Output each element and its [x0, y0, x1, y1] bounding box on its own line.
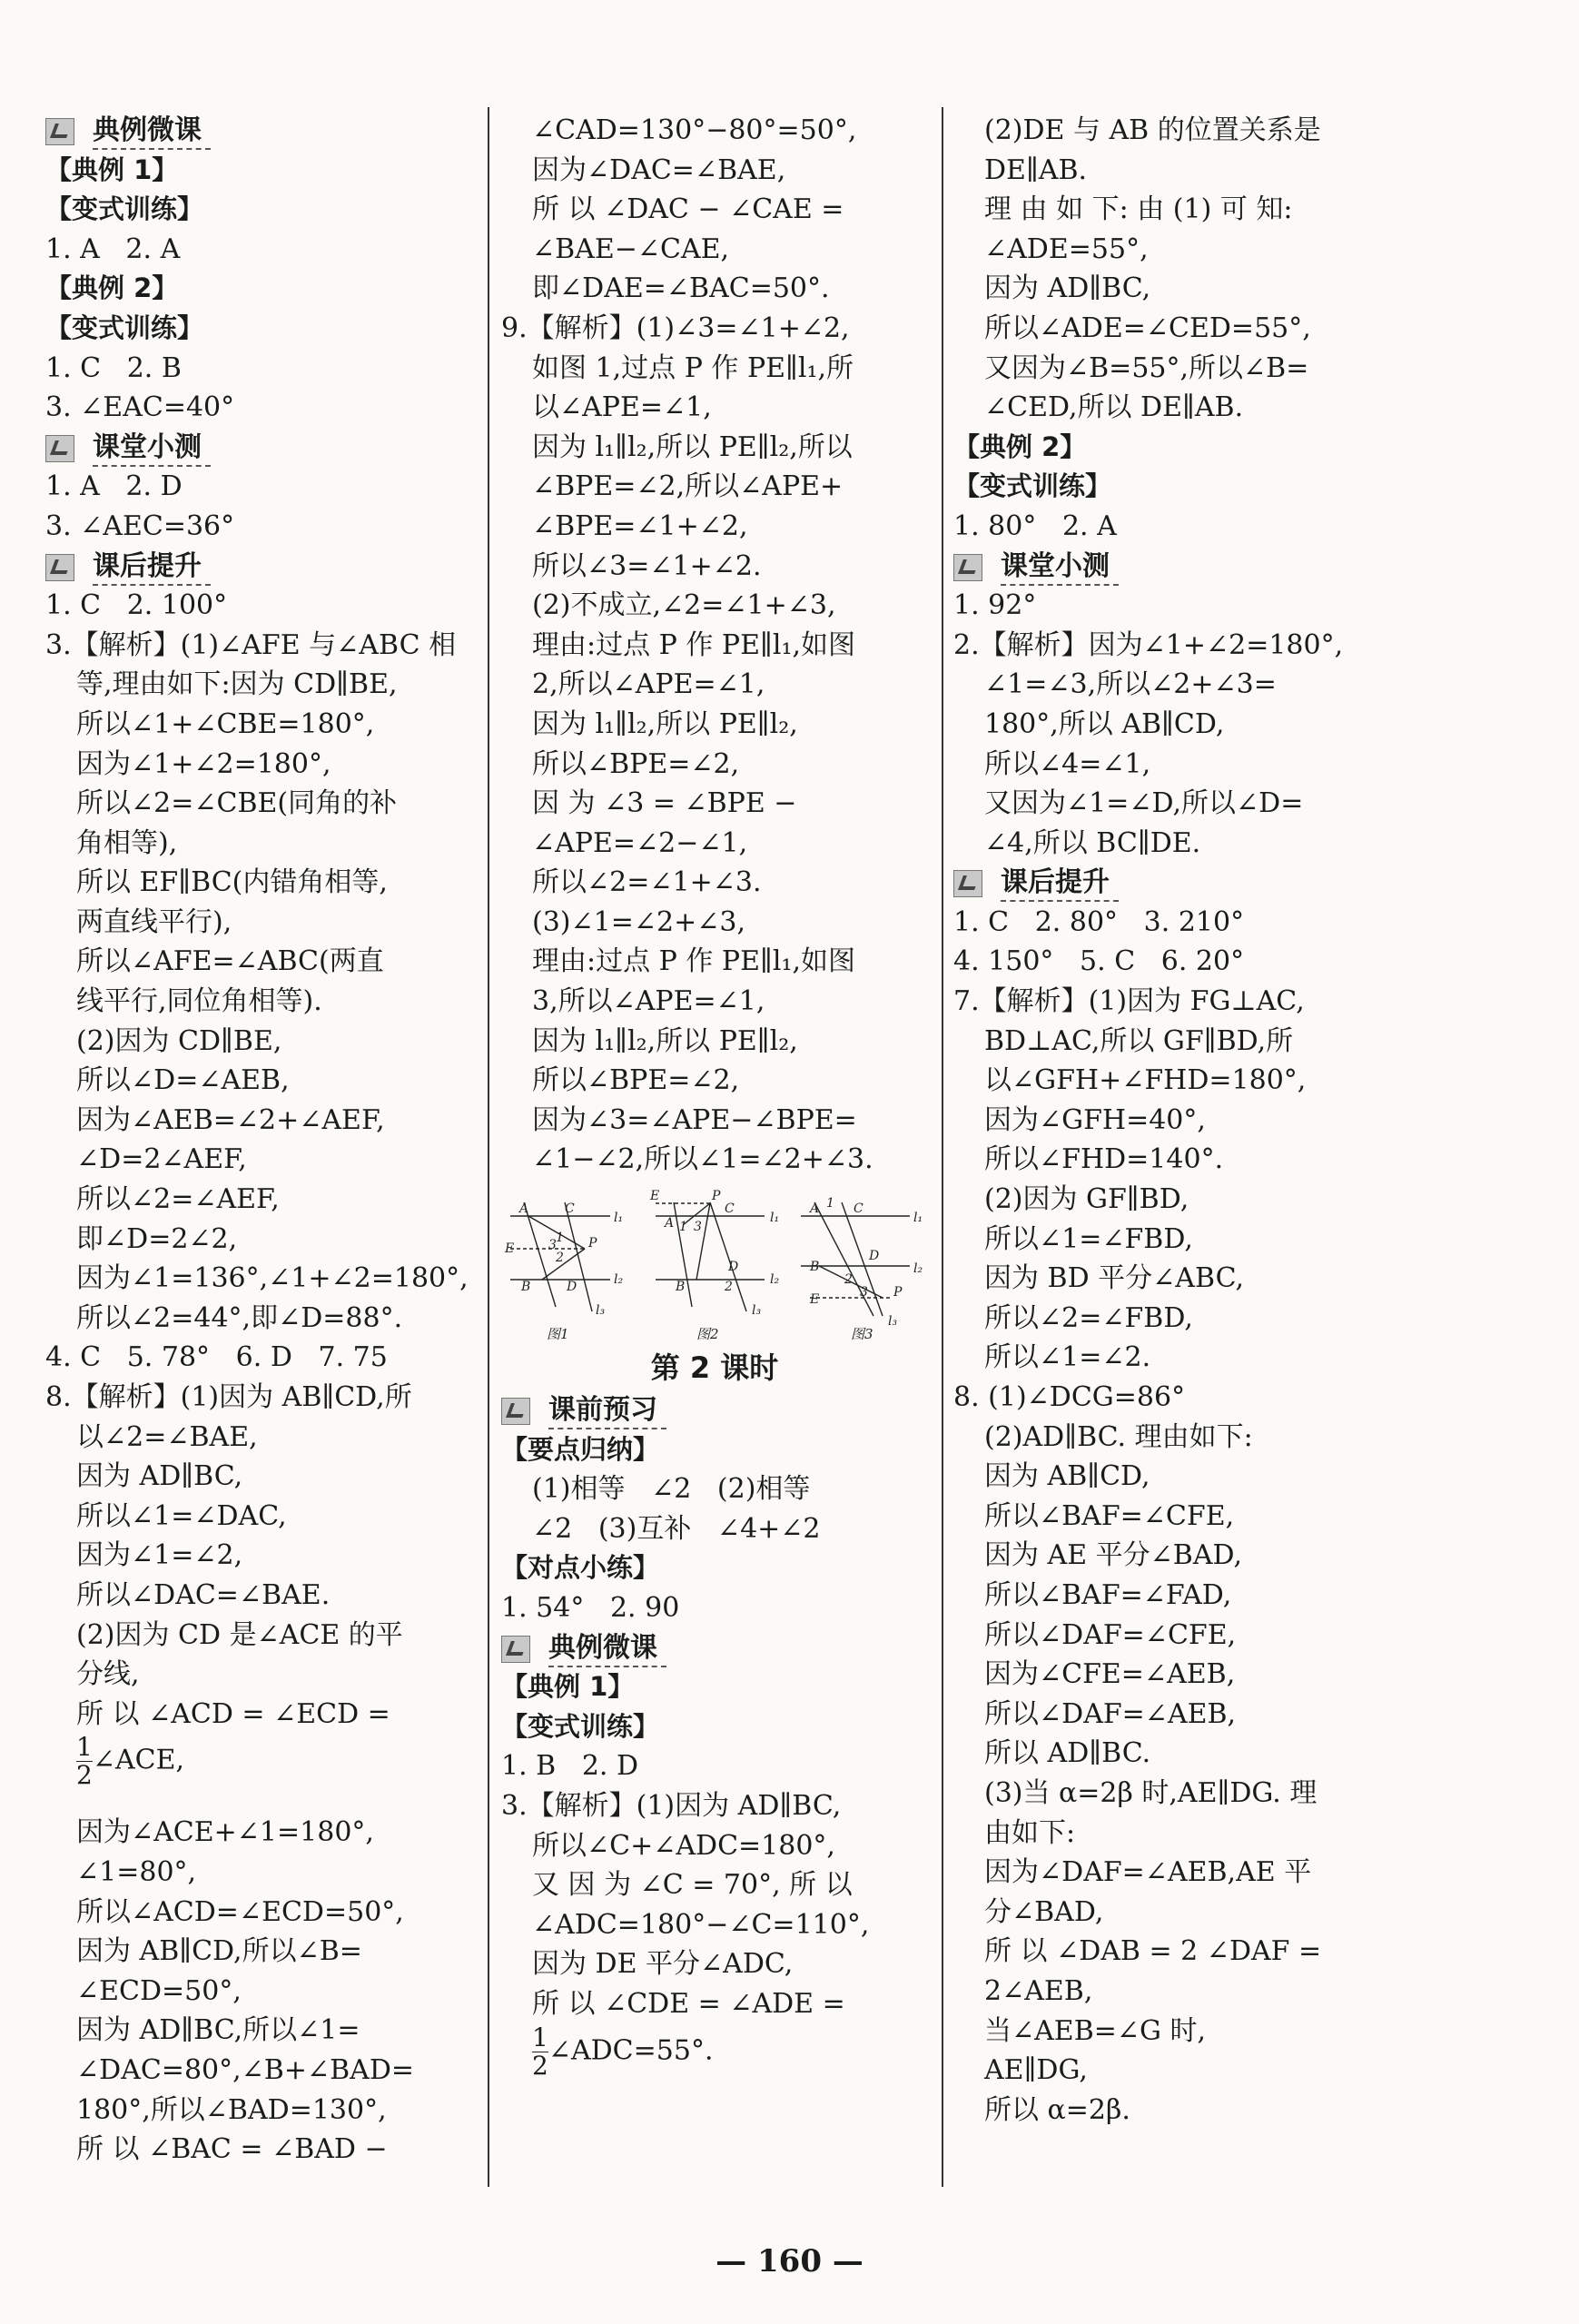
answer-line-continued: (2)因为 CD 是∠ACE 的平 — [76, 1618, 403, 1651]
answer-column-2 — [501, 111, 928, 2103]
answer-line-continued: 分线, — [76, 1658, 140, 1691]
answer-line-continued: 2∠AEB, — [984, 1974, 1093, 2007]
answer-line-continued: 所以∠C+∠ADC=180°, — [532, 1829, 835, 1862]
answer-line-continued: 所以∠DAF=∠CFE, — [984, 1618, 1237, 1651]
answer-line-continued: DE∥AB. — [984, 153, 1088, 186]
fig3-label: E — [810, 1292, 820, 1308]
fraction-denominator: 2 — [532, 2050, 548, 2081]
section-heading-text: 课后提升 — [1001, 865, 1119, 902]
answer-line-continued: 线平行,同位角相等). — [76, 985, 322, 1018]
check-section-icon — [953, 554, 982, 581]
answer-line-continued: 所以∠3=∠1+∠2. — [532, 549, 762, 582]
answer-line-continued: ∠1=∠3,所以∠2+∠3= — [984, 668, 1277, 701]
section-heading-text: 课前预习 — [548, 1393, 666, 1429]
answer-line-continued: 所以∠D=∠AEB, — [76, 1064, 290, 1097]
section-heading — [45, 428, 472, 468]
answer-line-continued: 因为 l₁∥l₂,所以 PE∥l₂, — [532, 707, 798, 740]
answer-line: 4. 150° 5. C 6. 20° — [953, 945, 1245, 978]
answer-line-continued: 两直线平行), — [76, 905, 232, 938]
answer-line-continued: ∠CED,所以 DE∥AB. — [984, 391, 1244, 424]
section-heading-text: 课后提升 — [93, 549, 211, 586]
answer-line-continued: 因为∠DAF=∠AEB,AE 平 — [984, 1856, 1312, 1889]
answer-line: 8. (1)∠DCG=86° — [953, 1381, 1186, 1413]
answer-line: 1. A 2. A — [45, 232, 181, 265]
check-section-icon — [953, 870, 982, 897]
answer-line-continued: 又因为∠B=55°,所以∠B= — [984, 351, 1309, 384]
answer-line-continued: 所以∠BAF=∠CFE, — [984, 1499, 1235, 1532]
answer-line: 1. 54° 2. 90 — [501, 1592, 680, 1624]
subsection-label: 【要点归纳】 — [501, 1433, 660, 1465]
answer-line-continued: (3)当 α=2β 时,AE∥DG. 理 — [984, 1776, 1317, 1809]
answer-line-continued: 因为∠1=136°,∠1+∠2=180°, — [76, 1262, 469, 1295]
figure-group — [501, 1189, 928, 1345]
answer-line: 1. 80° 2. A — [953, 509, 1117, 542]
answer-line-continued: 因为 l₁∥l₂,所以 PE∥l₂, — [532, 1024, 798, 1057]
fig1-label: l₂ — [614, 1272, 624, 1288]
subsection-label: 【典例 1】 — [501, 1671, 635, 1703]
fig1-label: l₁ — [614, 1211, 624, 1226]
answer-line-continued: 所以∠2=∠CBE(同角的补 — [76, 787, 398, 820]
fig2-label: C — [725, 1202, 735, 1217]
column-divider-2 — [942, 107, 943, 2187]
answer-line: 8.【解析】(1)因为 AB∥CD,所 — [45, 1381, 412, 1413]
answer-line-continued: (1)相等 ∠2 (2)相等 — [532, 1473, 811, 1506]
answer-line-continued: 所以∠BAF=∠FAD, — [984, 1578, 1232, 1611]
answer-line-continued: ∠ADC=180°−∠C=110°, — [532, 1908, 870, 1941]
section-heading — [501, 1628, 928, 1668]
fraction-numerator: 1 — [532, 2022, 548, 2052]
answer-line-continued: 因为 AB∥CD, — [984, 1460, 1150, 1493]
fig3-label: l₃ — [888, 1314, 898, 1330]
answer-line-continued: 所以∠1=∠DAC, — [76, 1499, 287, 1532]
answer-line: 4. C 5. 78° 6. D 7. 75 — [45, 1341, 388, 1374]
fig3-label: l₁ — [913, 1211, 923, 1226]
answer-line-continued: 又 因 为 ∠C = 70°, 所 以 — [532, 1869, 853, 1902]
section-heading — [501, 1390, 928, 1430]
answer-line-continued: 所以∠FHD=140°. — [984, 1143, 1224, 1176]
answer-line-continued: 因为 AD∥BC,所以∠1= — [76, 2014, 360, 2047]
column-divider-1 — [488, 107, 489, 2187]
fig2-label: P — [712, 1189, 721, 1204]
answer-line-continued: ∠APE=∠2−∠1, — [532, 826, 748, 859]
lesson-heading: 第 2 课时 — [650, 1350, 779, 1386]
answer-line-continued: ∠DAC=80°,∠B+∠BAD= — [76, 2053, 415, 2086]
answer-line-continued: 即∠DAE=∠BAC=50°. — [532, 272, 830, 305]
answer-line: 1. C 2. 80° 3. 210° — [953, 905, 1245, 938]
answer-line-continued: 2,所以∠APE=∠1, — [532, 668, 765, 701]
fig1-label: 2 — [556, 1251, 564, 1266]
answer-line-continued: ∠2 (3)互补 ∠4+∠2 — [532, 1512, 821, 1545]
page-number: — 160 — — [715, 2243, 864, 2279]
answer-line-continued: (2)因为 CD∥BE, — [76, 1024, 282, 1057]
answer-line-continued: 以∠APE=∠1, — [532, 391, 712, 424]
fig2-label: l₁ — [770, 1211, 780, 1226]
answer-line-continued: (2)不成立,∠2=∠1+∠3, — [532, 589, 836, 622]
fraction-line-text: ∠ADC=55°. — [548, 2034, 714, 2067]
fig1-label: l₃ — [596, 1303, 606, 1319]
fig2-label: B — [676, 1280, 686, 1295]
subsection-label: 【变式训练】 — [45, 193, 204, 225]
answer-line: 3.【解析】(1)因为 AD∥BC, — [501, 1789, 842, 1822]
answer-line-continued: 所以∠BPE=∠2, — [532, 747, 740, 780]
answer-line-continued: ∠BAE−∠CAE, — [532, 232, 730, 265]
answer-line-continued: 所以 EF∥BC(内错角相等, — [76, 866, 388, 899]
answer-line-continued: 因 为 ∠3 = ∠BPE − — [532, 787, 797, 820]
answer-line-continued: 所以∠2=∠1+∠3. — [532, 866, 762, 899]
check-section-icon — [45, 554, 74, 581]
answer-line-continued: 以∠2=∠BAE, — [76, 1420, 258, 1453]
answer-line-continued: 3,所以∠APE=∠1, — [532, 985, 765, 1018]
answer-line-continued: 理由:过点 P 作 PE∥l₁,如图 — [532, 628, 856, 661]
parallel-lines-figures — [501, 1189, 928, 1345]
subsection-label: 【典例 1】 — [45, 153, 179, 185]
answer-line-continued: 因为∠CFE=∠AEB, — [984, 1658, 1236, 1691]
answer-line-continued: 所 以 ∠ACD = ∠ECD = — [76, 1697, 390, 1730]
subsection-label: 【变式训练】 — [501, 1710, 660, 1742]
answer-line-continued: 因为 AE 平分∠BAD, — [984, 1539, 1243, 1572]
answer-line-continued: 所 以 ∠DAC − ∠CAE = — [532, 193, 844, 226]
answer-line: 7.【解析】(1)因为 FG⊥AC, — [953, 985, 1305, 1018]
fig2-line-bp — [696, 1203, 710, 1280]
fig3-label: A — [810, 1202, 820, 1217]
fig2-label: l₃ — [752, 1303, 762, 1319]
answer-line-continued: 角相等), — [76, 826, 178, 859]
answer-line: 1. C 2. B — [45, 351, 182, 384]
section-heading — [45, 547, 472, 587]
fraction — [532, 2024, 548, 2080]
fraction — [76, 1734, 93, 1789]
fig1-transversal-b — [565, 1202, 592, 1311]
answer-line-continued: 180°,所以 AB∥CD, — [984, 707, 1225, 740]
answer-line: 3. ∠EAC=40° — [45, 391, 235, 424]
answer-line-continued: 因为∠ACE+∠1=180°, — [76, 1816, 374, 1849]
answer-line-continued: 又因为∠1=∠D,所以∠D= — [984, 787, 1304, 820]
answer-line-continued: 所以∠DAF=∠AEB, — [984, 1697, 1237, 1730]
answer-line-continued: 因为 AD∥BC, — [76, 1460, 243, 1493]
fig2-label: 1 — [679, 1220, 687, 1235]
fig3-label: 2 — [844, 1272, 853, 1288]
answer-line-continued: ∠BPE=∠2,所以∠APE+ — [532, 470, 844, 503]
fig1-label: A — [519, 1202, 529, 1217]
answer-line-continued: 如图 1,过点 P 作 PE∥l₁,所 — [532, 351, 854, 384]
answer-line-continued: 理由:过点 P 作 PE∥l₁,如图 — [532, 945, 856, 978]
section-heading — [953, 863, 1380, 903]
answer-line-continued: (3)∠1=∠2+∠3, — [532, 905, 745, 938]
fig2-label: A — [665, 1216, 675, 1231]
figure-caption: 图3 — [851, 1326, 873, 1343]
answer-line-continued: 由如下: — [984, 1816, 1076, 1849]
answer-line: 2.【解析】因为∠1+∠2=180°, — [953, 628, 1344, 661]
answer-line-continued: 因为∠DAC=∠BAE, — [532, 153, 786, 186]
answer-line-continued: ∠BPE=∠1+∠2, — [532, 509, 748, 542]
answer-line-continued: 所以∠AFE=∠ABC(两直 — [76, 945, 384, 978]
answer-line-continued: 理 由 如 下: 由 (1) 可 知: — [984, 193, 1293, 226]
answer-line-continued: 因为∠AEB=∠2+∠AEF, — [76, 1103, 385, 1136]
answer-line-continued: 所以∠2=∠AEF, — [76, 1183, 280, 1216]
answer-line-continued: ∠1=80°, — [76, 1855, 197, 1888]
check-section-icon — [45, 118, 74, 145]
fig3-label: 1 — [826, 1196, 834, 1211]
answer-line: 3. ∠AEC=36° — [45, 509, 235, 542]
answer-line-continued: 180°,所以∠BAD=130°, — [76, 2093, 387, 2126]
answer-line-continued: 所以∠1=∠FBD, — [984, 1222, 1193, 1255]
answer-line-continued: 因为 DE 平分∠ADC, — [532, 1948, 794, 1981]
answer-line-continued: 所以∠BPE=∠2, — [532, 1064, 740, 1097]
answer-line-fraction — [501, 2024, 928, 2103]
answer-line-continued: 因为∠3=∠APE−∠BPE= — [532, 1103, 857, 1136]
subsection-label: 【典例 2】 — [45, 272, 179, 304]
answer-line-continued: AE∥DG, — [984, 2054, 1088, 2087]
answer-line-continued: 因为∠GFH=40°, — [984, 1103, 1206, 1136]
fig1-label: C — [565, 1202, 575, 1217]
fig2-label: 2 — [725, 1280, 733, 1295]
fraction-denominator: 2 — [76, 1760, 93, 1791]
answer-line-continued: 所 以 ∠CDE = ∠ADE = — [532, 1987, 845, 2020]
answer-line: 1. B 2. D — [501, 1750, 639, 1783]
answer-line-continued: 所以 α=2β. — [984, 2093, 1130, 2126]
answer-line-continued: 因为 l₁∥l₂,所以 PE∥l₂,所以 — [532, 430, 853, 463]
answer-column-3 — [953, 111, 1380, 2130]
answer-line: 1. 92° — [953, 589, 1037, 622]
fig2-label: D — [728, 1260, 739, 1275]
answer-line-continued: BD⊥AC,所以 GF∥BD,所 — [984, 1024, 1294, 1057]
answer-line-continued: 所以∠4=∠1, — [984, 747, 1151, 780]
answer-line-continued: 因为∠1=∠2, — [76, 1539, 243, 1572]
check-section-icon — [501, 1398, 530, 1425]
answer-line-continued: 所以∠1+∠CBE=180°, — [76, 707, 375, 740]
answer-line-continued: 所以∠2=44°,即∠D=88°. — [76, 1301, 403, 1334]
subsection-label: 【变式训练】 — [953, 470, 1112, 502]
answer-line: 1. C 2. 100° — [45, 589, 228, 622]
fig1-label: D — [567, 1280, 577, 1295]
answer-line-continued: 所以 AD∥BC. — [984, 1737, 1151, 1770]
answer-line: 1. A 2. D — [45, 470, 183, 503]
fig3-label: l₂ — [913, 1261, 923, 1277]
answer-line-continued: 所以∠ADE=∠CED=55°, — [984, 312, 1311, 344]
subsection-label: 【对点小练】 — [501, 1552, 660, 1584]
figure-caption: 图1 — [547, 1326, 569, 1343]
fig2-transversal-b — [710, 1202, 746, 1311]
fig2-label: E — [650, 1189, 660, 1204]
check-section-icon — [501, 1636, 530, 1663]
answer-line-continued: 分∠BAD, — [984, 1895, 1104, 1928]
answer-line-continued: 当∠AEB=∠G 时, — [984, 2014, 1207, 2047]
section-heading-text: 典例微课 — [93, 114, 211, 150]
answer-line-continued: 以∠GFH+∠FHD=180°, — [984, 1064, 1307, 1097]
fig1-label: 1 — [556, 1231, 564, 1246]
fig3-label: P — [893, 1285, 903, 1300]
fig3-label: C — [854, 1202, 864, 1217]
fig2-label: l₂ — [770, 1272, 780, 1288]
answer-line-fraction — [45, 1734, 472, 1813]
answer-line-continued: 因为 BD 平分∠ABC, — [984, 1262, 1244, 1295]
answer-line-continued: 所以∠1=∠2. — [984, 1341, 1151, 1374]
fig3-label: 3 — [860, 1285, 868, 1300]
answer-line-continued: ∠ADE=55°, — [984, 232, 1149, 265]
check-section-icon — [45, 435, 74, 462]
answer-line-continued: 因为 AD∥BC, — [984, 272, 1151, 305]
answer-line-continued: ∠CAD=130°−80°=50°, — [532, 114, 857, 146]
answer-line-continued: ∠ECD=50°, — [76, 1974, 242, 2007]
fig3-label: D — [869, 1249, 880, 1264]
answer-line-continued: 所 以 ∠DAB = 2 ∠DAF = — [984, 1935, 1322, 1968]
fraction-line-text: ∠ACE, — [92, 1744, 185, 1776]
answer-line-continued: 所以∠DAC=∠BAE. — [76, 1578, 331, 1611]
figure-caption: 图2 — [696, 1326, 719, 1343]
answer-line-continued: (2)因为 GF∥BD, — [984, 1183, 1189, 1216]
answer-line-continued: 即∠D=2∠2, — [76, 1222, 238, 1255]
fig3-label: B — [810, 1260, 820, 1275]
answer-line-continued: ∠D=2∠AEF, — [76, 1143, 247, 1176]
fig2-label: 3 — [694, 1220, 702, 1235]
subsection-label: 【变式训练】 — [45, 312, 204, 343]
answer-line-continued: ∠1−∠2,所以∠1=∠2+∠3. — [532, 1143, 873, 1176]
answer-column-1 — [45, 111, 472, 2170]
subsection-label: 【典例 2】 — [953, 430, 1087, 462]
answer-line: 9.【解析】(1)∠3=∠1+∠2, — [501, 312, 850, 344]
answer-line-continued: 因为∠1+∠2=180°, — [76, 747, 331, 780]
answer-line-continued: 所 以 ∠BAC = ∠BAD − — [76, 2133, 388, 2166]
section-heading — [953, 547, 1380, 587]
section-heading-text: 典例微课 — [548, 1631, 666, 1667]
section-heading-text: 课堂小测 — [1001, 549, 1119, 586]
answer-line-continued: (2)AD∥BC. 理由如下: — [984, 1420, 1253, 1453]
fig1-label: 3 — [548, 1238, 557, 1253]
answer-line-continued: ∠4,所以 BC∥DE. — [984, 826, 1201, 859]
answer-line-continued: 所以∠2=∠FBD, — [984, 1301, 1193, 1334]
fig1-label: P — [588, 1236, 597, 1251]
answer-line-continued: 等,理由如下:因为 CD∥BE, — [76, 668, 398, 701]
answer-line: 3.【解析】(1)∠AFE 与∠ABC 相 — [45, 628, 457, 661]
answer-line-continued: 因为 AB∥CD,所以∠B= — [76, 1935, 362, 1968]
fraction-numerator: 1 — [76, 1732, 93, 1763]
fig1-label: B — [521, 1280, 531, 1295]
section-heading — [45, 111, 472, 151]
fig1-label: E — [505, 1241, 515, 1257]
answer-line-continued: (2)DE 与 AB 的位置关系是 — [984, 114, 1321, 146]
section-heading-text: 课堂小测 — [93, 430, 211, 467]
answer-line-continued: 所以∠ACD=∠ECD=50°, — [76, 1895, 404, 1928]
